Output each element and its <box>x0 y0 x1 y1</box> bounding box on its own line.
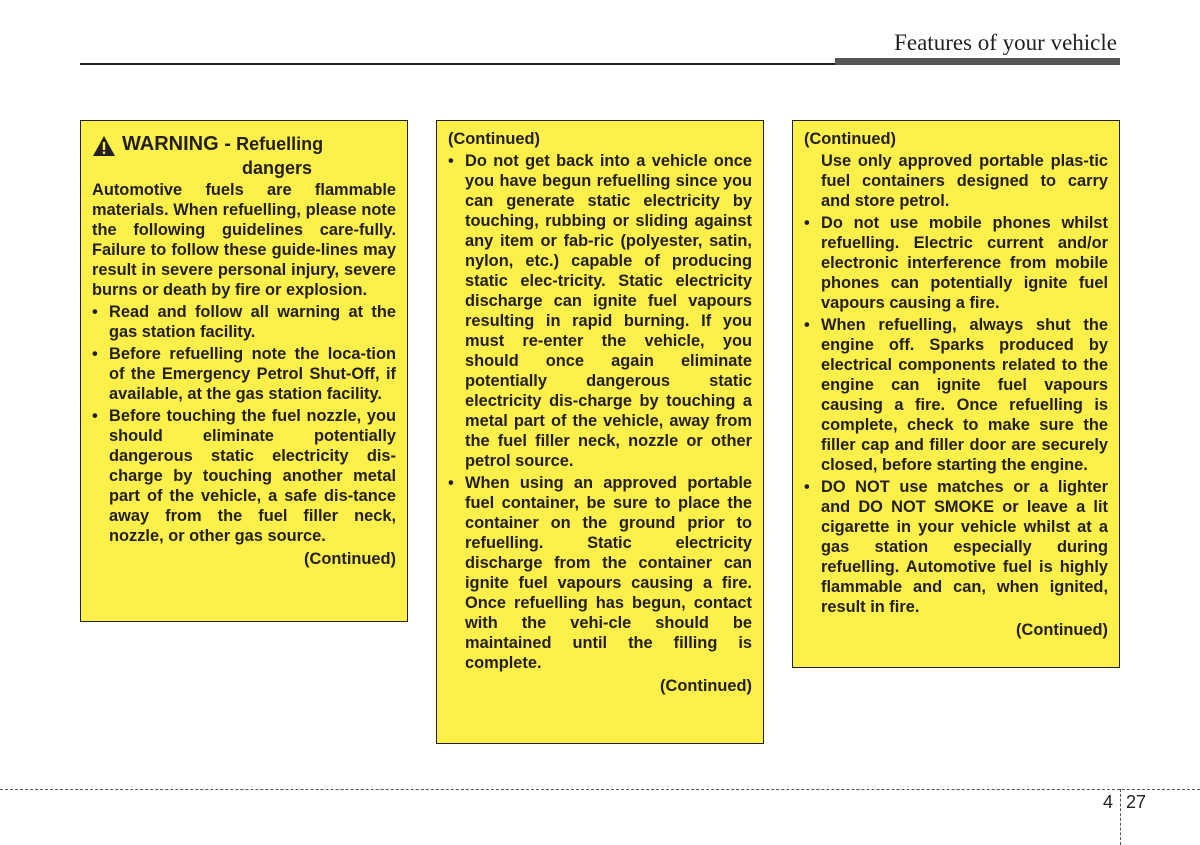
warning-triangle-icon <box>92 135 116 157</box>
warning-subtitle-1: Refuelling <box>236 134 324 154</box>
list-item: • Before touching the fuel nozzle, you should eliminate potentially dangerous static electricity dis-charge by touching another metal part of the vehicle, a safe dis-tance away from the fuel filler neck, nozzle, or other gas source. <box>92 406 396 546</box>
continued-top-label: (Continued) <box>804 130 896 148</box>
footer-dashed-divider <box>1120 789 1121 845</box>
warning-bullet-list <box>804 213 1108 617</box>
list-item: • When refuelling, always shut the engine off. Sparks produced by electrical components related to the engine can ignite fuel vapours causing a fire. Once refuelling is complete, check to make sure the filler cap and filler door are securely closed, before starting the engine. <box>804 315 1108 475</box>
warning-subtitle-2: dangers <box>242 158 313 178</box>
warning-bullet-list <box>92 302 396 546</box>
warning-box-column-2 <box>436 120 764 744</box>
chapter-number: 4 <box>1103 792 1114 812</box>
continued-label: (Continued) <box>304 550 396 568</box>
warning-word: WARNING - <box>122 133 231 155</box>
lead-paragraph: Use only approved portable plas-tic fuel containers designed to carry and store petrol. <box>821 152 1108 210</box>
continued-label: (Continued) <box>660 677 752 695</box>
list-item: • When using an approved portable fuel container, be sure to place the container on the ground prior to refuelling. Static electricity discharge from the container can ignite fuel vapours causing a fire. Once refuelling has begun, contact with the vehi-cle should be maintained until the filling is complete. <box>448 473 752 673</box>
list-item: • Before refuelling note the loca-tion of the Emergency Petrol Shut-Off, if available, at the gas station facility. <box>92 344 396 404</box>
list-item: • Read and follow all warning at the gas station facility. <box>92 302 396 342</box>
list-item: • Do not use mobile phones whilst refuelling. Electric current and/or electronic interference from mobile phones can potentially ignite fuel vapours causing a fire. <box>804 213 1108 313</box>
continued-top-label: (Continued) <box>448 130 540 148</box>
warning-intro: Automotive fuels are flammable materials. When refuelling, please note the following guidelines care-fully. Failure to follow these guide-lines may result in severe personal injury, severe burns or death by fire or explosion. <box>92 181 396 299</box>
continued-label: (Continued) <box>1016 621 1108 639</box>
header-rule-accent <box>835 58 1120 65</box>
list-item: • DO NOT use matches or a lighter and DO NOT SMOKE or leave a lit cigarette in your vehicle whilst at a gas station especially during refuelling. Automotive fuel is highly flammable and can, when ignited, result in fire. <box>804 477 1108 617</box>
warning-heading <box>92 133 396 157</box>
warning-bullet-list <box>448 151 752 673</box>
page-number: 27 <box>1126 792 1147 812</box>
list-item: • Do not get back into a vehicle once you have begun refuelling since you can generate static electricity by touching, rubbing or sliding against any item or fab-ric (polyester, satin, nylon, etc.) capable of producing static elec-tricity. Static electricity discharge can ignite fuel vapours resulting in rapid burning. If you must re-enter the vehicle, you should once again eliminate potentially dangerous static electricity dis-charge by touching a metal part of the vehicle, away from the fuel filler neck, nozzle or other petrol source. <box>448 151 752 471</box>
footer-dashed-rule <box>0 789 1200 790</box>
warning-box-column-1 <box>80 120 408 622</box>
page-header-title: Features of your vehicle <box>894 30 1117 55</box>
warning-box-column-3 <box>792 120 1120 668</box>
